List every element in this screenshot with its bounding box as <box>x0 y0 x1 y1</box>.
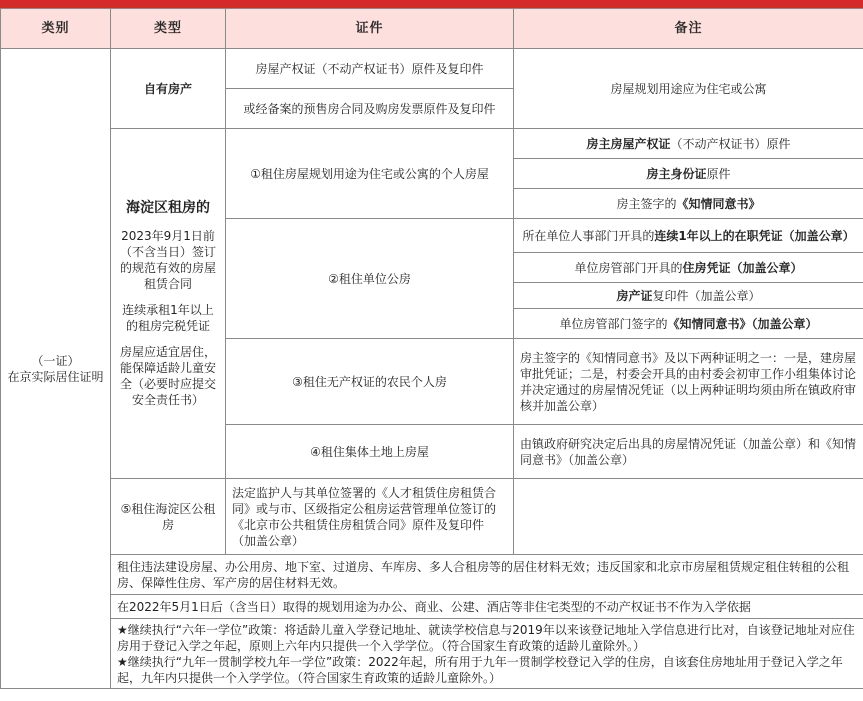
haidian-rent-para-2: 连续承租1年以上的租房完税凭证 <box>122 302 214 333</box>
rent-item2-remark-3 <box>514 283 863 309</box>
note-1: 租住违法建设房屋、办公用房、地下室、过道房、车库房、多人合租房等的居住材料无效；违反国家和北京市房屋租赁规定租住转租的公租房、保障性住房、军产房的居住材料无效。 <box>111 555 863 595</box>
rent-item1-remark-1 <box>514 129 863 159</box>
own-house-remark: 房屋规划用途应为住宅或公寓 <box>514 49 863 129</box>
rent-item5-row <box>1 479 863 555</box>
rent-item1-r1-bold: 房主房屋产权证 <box>586 136 671 151</box>
note-row-1 <box>1 555 863 595</box>
note-3b: ★继续执行“九年一贯制学校九年一学位”政策：2022年起，所有用于九年一贯制学校登记入学的住房，自该套住房地址用于登记入学之年起，九年内只提供一个入学学位。（符合国家生育政策的适龄儿童除外。） <box>117 654 843 685</box>
haidian-rent-para-3: 房屋应适宜居住，能保障适龄儿童安全（必要时应提交安全责任书） <box>119 344 216 407</box>
rent-item2-remark-1 <box>514 219 863 253</box>
header-remark: 备注 <box>514 9 863 49</box>
header-type: 类型 <box>111 9 226 49</box>
rent-item3-label: ③租住无产权证的农民个人房 <box>226 339 514 425</box>
rent-item4-label: ④租住集体土地上房屋 <box>226 425 514 479</box>
rent-item5-remark: 法定监护人与其单位签署的《人才租赁住房租赁合同》或与市、区级指定公租房运营管理单位签订的《北京市公共租赁住房租赁合同》原件及复印件（加盖公章） <box>226 479 514 555</box>
header-row <box>1 9 863 49</box>
own-house-cert-2: 或经备案的预售房合同及购房发票原件及复印件 <box>226 89 514 129</box>
rent-item1-r2-bold: 房主身份证 <box>646 166 707 181</box>
category-line-1: （一证） <box>31 353 80 368</box>
rent-item2-r3-rest: 复印件（加盖公章） <box>652 288 761 303</box>
haidian-rent-para-1: 2023年9月1日前（不含当日）签订的规范有效的房屋租赁合同 <box>119 228 216 291</box>
rent-item1-r3-pre: 房主签字的 <box>616 196 677 211</box>
top-accent-bar <box>0 0 863 8</box>
rent-item2-r4-pre: 单位房管部门签字的 <box>559 316 668 331</box>
header-category: 类别 <box>1 9 111 49</box>
rent-item2-r2-bold: 住房凭证（加盖公章） <box>682 260 803 275</box>
rent-item1-r2-rest: 原件 <box>706 166 731 181</box>
note-3a: ★继续执行“六年一学位”政策：将适龄儿童入学登记地址、就读学校信息与2019年以来该登记地址入学信息进行比对，自该登记地址对应住房用于登记入学之年起，原则上六年内只提供一个入学学位。（符合国家生育政策的适龄儿童除外。） <box>117 622 855 653</box>
note-row-2 <box>1 595 863 619</box>
rent-item2-remark-4 <box>514 309 863 339</box>
rent-item1-remark-2 <box>514 159 863 189</box>
rent-item2-r3-bold: 房产证 <box>616 288 653 303</box>
own-house-row-1 <box>1 49 863 89</box>
enrollment-requirements-table <box>0 8 863 689</box>
rent-item4-remark: 由镇政府研究决定后出具的房屋情况凭证（加盖公章）和《知情同意书》（加盖公章） <box>514 425 863 479</box>
rent-item2-r1-bold: 连续1年以上的在职凭证（加盖公章） <box>654 228 855 243</box>
note-row-3 <box>1 619 863 689</box>
rent-item1-row-1 <box>1 129 863 159</box>
rent-item3-remark: 房主签字的《知情同意书》及以下两种证明之一：一是，建房屋审批凭证；二是，村委会开具的由村委会初审工作小组集体讨论并决定通过的房屋情况凭证（以上两种证明均须由所在镇政府审核并加盖公章） <box>514 339 863 425</box>
own-house-type: 自有房产 <box>111 49 226 129</box>
rent-item1-remark-3 <box>514 189 863 219</box>
rent-item2-r1-pre: 所在单位人事部门开具的 <box>522 228 655 243</box>
header-certificate: 证件 <box>226 9 514 49</box>
note-3-cell <box>111 619 863 689</box>
rent-item2-label: ②租住单位公房 <box>226 219 514 339</box>
category-line-2: 在京实际居住证明 <box>7 369 104 384</box>
own-house-cert-1: 房屋产权证（不动产权证书）原件及复印件 <box>226 49 514 89</box>
haidian-rent-cell <box>111 129 226 479</box>
haidian-rent-title: 海淀区租房的 <box>126 199 210 216</box>
note-2: 在2022年5月1日后（含当日）取得的规划用途为办公、商业、公建、酒店等非住宅类型的不动产权证书不作为入学依据 <box>111 595 863 619</box>
rent-item1-label: ①租住房屋规划用途为住宅或公寓的个人房屋 <box>226 129 514 219</box>
rent-item2-r4-bold: 《知情同意书》（加盖公章） <box>667 316 818 331</box>
category-cell <box>1 49 111 689</box>
rent-item1-r1-rest: （不动产权证书）原件 <box>670 136 791 151</box>
rent-item1-r3-bold: 《知情同意书》 <box>676 196 761 211</box>
rent-item2-r2-pre: 单位房管部门开具的 <box>574 260 683 275</box>
rent-item5-label: ⑤租住海淀区公租房 <box>111 479 226 555</box>
rent-item2-remark-2 <box>514 253 863 283</box>
